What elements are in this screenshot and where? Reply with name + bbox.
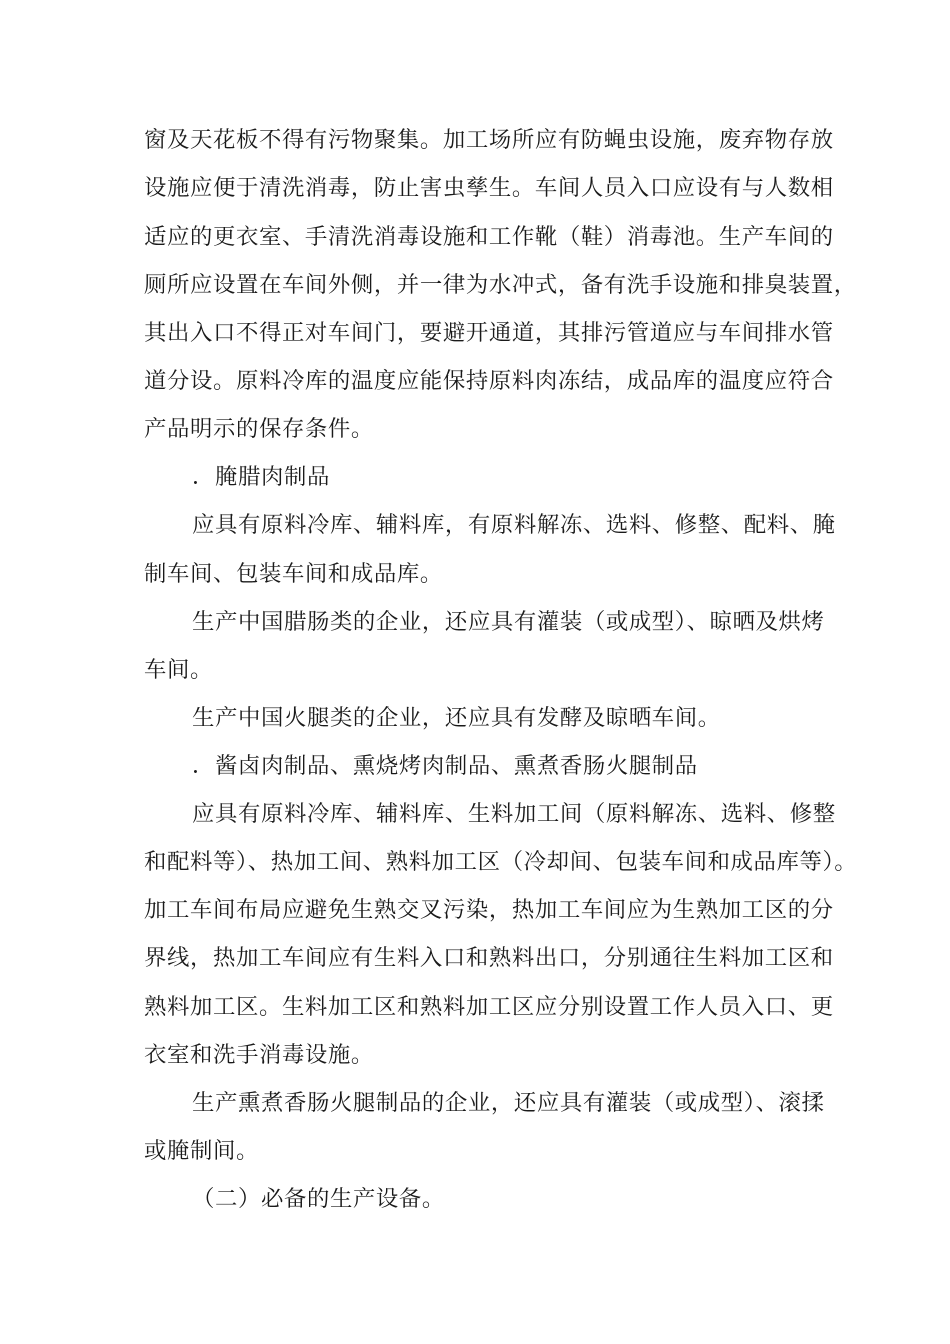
paragraph-first-line: 生产熏煮香肠火腿制品的企业，还应具有灌装（或成型）、滚揉 <box>192 1090 825 1116</box>
text-line: 和配料等）、热加工间、熟料加工区（冷却间、包装车间和成品库等）。 <box>144 849 858 875</box>
text-line: 车间。 <box>144 657 213 683</box>
text-line: 产品明示的保存条件。 <box>144 416 374 442</box>
section-heading: ．酱卤肉制品、熏烧烤肉制品、熏煮香肠火腿制品 <box>192 753 698 779</box>
text-line: 适应的更衣室、手清洗消毒设施和工作靴（鞋）消毒池。生产车间的 <box>144 224 834 250</box>
text-line: 衣室和洗手消毒设施。 <box>144 1042 374 1068</box>
paragraph-first-line: 生产中国腊肠类的企业，还应具有灌装（或成型）、晾晒及烘烤 <box>192 609 825 635</box>
text-line: 道分设。原料冷库的温度应能保持原料肉冻结，成品库的温度应符合 <box>144 368 834 394</box>
text-line: 制车间、包装车间和成品库。 <box>144 561 443 587</box>
text-line: 窗及天花板不得有污物聚集。加工场所应有防蝇虫设施，废弃物存放 <box>144 127 834 153</box>
text-line: 其出入口不得正对车间门，要避开通道，其排污管道应与车间排水管 <box>144 320 834 346</box>
paragraph-first-line: 应具有原料冷库、辅料库，有原料解冻、选料、修整、配料、腌 <box>192 512 836 538</box>
text-line: 厕所应设置在车间外侧，并一律为水冲式，备有洗手设施和排臭装置， <box>144 272 857 298</box>
text-line: 界线，热加工车间应有生料入口和熟料出口，分别通往生料加工区和 <box>144 945 834 971</box>
text-line: 熟料加工区。生料加工区和熟料加工区应分别设置工作人员入口、更 <box>144 994 834 1020</box>
section-heading: （二）必备的生产设备。 <box>192 1186 445 1212</box>
section-heading: ．腌腊肉制品 <box>192 464 330 490</box>
text-line: 设施应便于清洗消毒，防止害虫孳生。车间人员入口应设有与人数相 <box>144 175 834 201</box>
text-line: 加工车间布局应避免生熟交叉污染，热加工车间应为生熟加工区的分 <box>144 897 834 923</box>
paragraph-first-line: 生产中国火腿类的企业，还应具有发酵及晾晒车间。 <box>192 705 721 731</box>
paragraph-first-line: 应具有原料冷库、辅料库、生料加工间（原料解冻、选料、修整 <box>192 801 836 827</box>
text-line: 或腌制间。 <box>144 1138 259 1164</box>
